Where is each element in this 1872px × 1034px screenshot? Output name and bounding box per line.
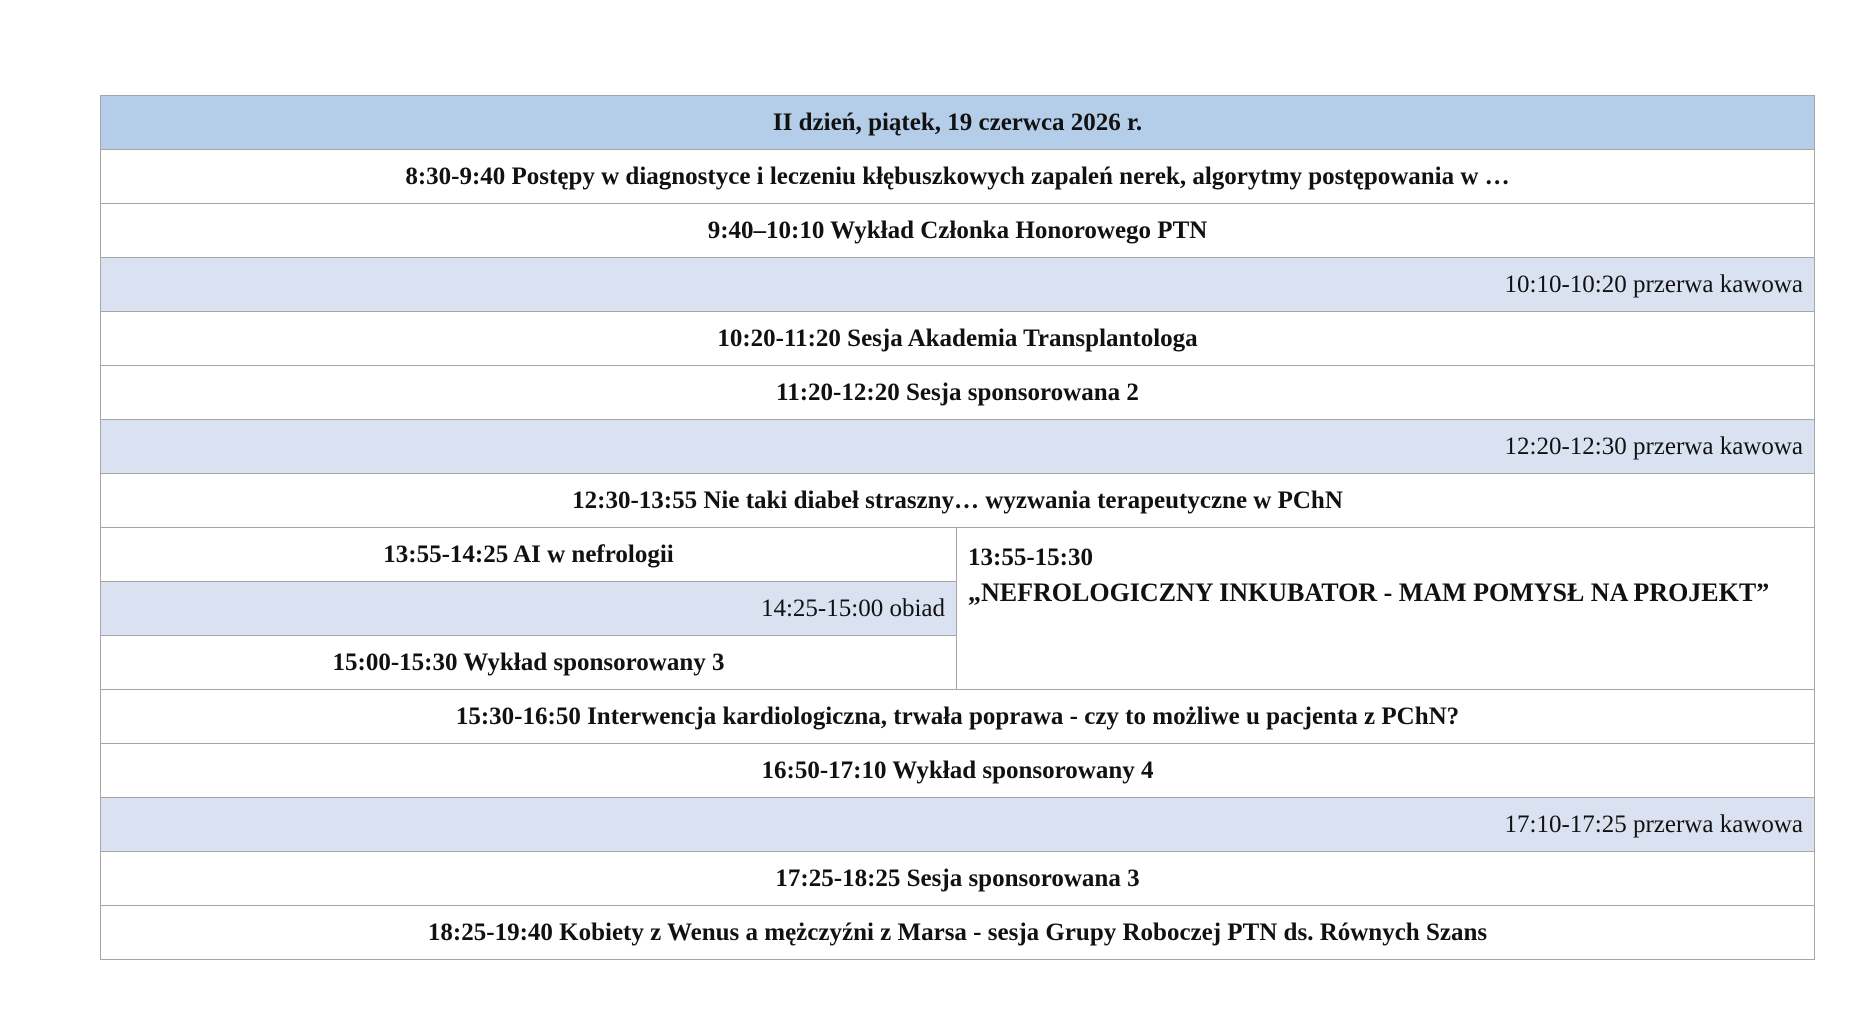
schedule-row — [101, 744, 1815, 798]
session-cell: 17:25-18:25 Sesja sponsorowana 3 — [101, 852, 1815, 906]
schedule-row — [101, 474, 1815, 528]
session-cell: 9:40–10:10 Wykład Członka Honorowego PTN — [101, 204, 1815, 258]
session-cell: 11:20-12:20 Sesja sponsorowana 2 — [101, 366, 1815, 420]
session-cell-left: 15:00-15:30 Wykład sponsorowany 3 — [101, 636, 957, 690]
break-cell: 17:10-17:25 przerwa kawowa — [101, 798, 1815, 852]
schedule-row — [101, 906, 1815, 960]
session-cell: 18:25-19:40 Kobiety z Wenus a mężczyźni z Marsa - sesja Grupy Roboczej PTN ds. Równych Szans — [101, 906, 1815, 960]
session-cell: 10:20-11:20 Sesja Akademia Transplantologa — [101, 312, 1815, 366]
schedule-row — [101, 852, 1815, 906]
session-cell-left: 13:55-14:25 AI w nefrologii — [101, 528, 957, 582]
day-header: II dzień, piątek, 19 czerwca 2026 r. — [101, 96, 1815, 150]
schedule-table — [100, 95, 1815, 960]
break-cell-left: 14:25-15:00 obiad — [101, 582, 957, 636]
break-row — [101, 420, 1815, 474]
schedule-row — [101, 366, 1815, 420]
break-row — [101, 258, 1815, 312]
schedule-row — [101, 690, 1815, 744]
break-row — [101, 798, 1815, 852]
break-cell: 12:20-12:30 przerwa kawowa — [101, 420, 1815, 474]
schedule-row — [101, 150, 1815, 204]
workshop-time: 13:55-15:30 — [968, 544, 1093, 571]
session-cell: 8:30-9:40 Postępy w diagnostyce i leczeniu kłębuszkowych zapaleń nerek, algorytmy postępowania w … — [101, 150, 1815, 204]
session-cell: 16:50-17:10 Wykład sponsorowany 4 — [101, 744, 1815, 798]
workshop-cell — [957, 528, 1815, 690]
split-row — [101, 528, 1815, 582]
schedule-row — [101, 312, 1815, 366]
session-cell: 12:30-13:55 Nie taki diabeł straszny… wyzwania terapeutyczne w PChN — [101, 474, 1815, 528]
schedule-row — [101, 204, 1815, 258]
session-cell: 15:30-16:50 Interwencja kardiologiczna, trwała poprawa - czy to możliwe u pacjenta z PChN? — [101, 690, 1815, 744]
workshop-title: „NEFROLOGICZNY INKUBATOR - MAM POMYSŁ NA PROJEKT” — [968, 578, 1770, 607]
break-cell: 10:10-10:20 przerwa kawowa — [101, 258, 1815, 312]
day-header-row — [101, 96, 1815, 150]
